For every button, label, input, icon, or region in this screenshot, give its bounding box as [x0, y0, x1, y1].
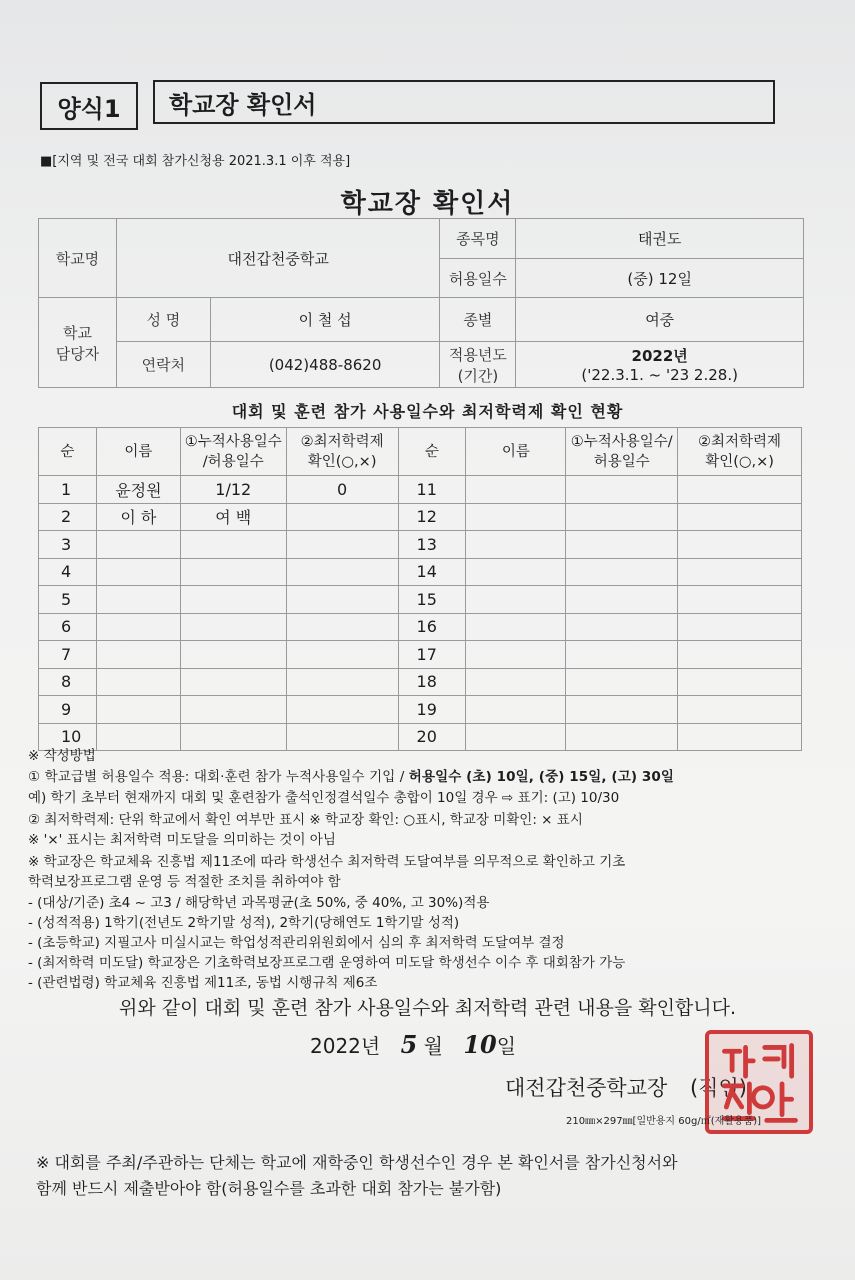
- row-days-right: [566, 696, 678, 724]
- contact-person-label: [39, 298, 117, 388]
- row-days-left: [180, 641, 286, 669]
- allowed-days-label: 허용일수: [440, 259, 516, 298]
- row-days-left: [180, 723, 286, 751]
- main-title: 학교장 확인서: [340, 189, 515, 219]
- date-month-unit: 월: [423, 1034, 443, 1058]
- status-section-title: 대회 및 훈련 참가 사용일수와 최저학력제 확인 현황: [231, 402, 624, 421]
- row-name-right: [466, 668, 566, 696]
- name-label: 성 명: [116, 298, 210, 342]
- row-check-right: [678, 503, 802, 531]
- row-no-left: 5: [39, 586, 97, 614]
- school-name-label: 학교명: [39, 219, 117, 298]
- row-no-right: 15: [398, 586, 466, 614]
- confirmation-date: [310, 1030, 516, 1059]
- instruction-line-8: - (성적적용) 1학기(전년도 2학기말 성적), 2학기(당해연도 1학기말 성적): [28, 915, 460, 931]
- row-no-right: 11: [398, 476, 466, 504]
- date-day: 10: [463, 1030, 497, 1059]
- type-value: 여중: [516, 298, 804, 342]
- instruction-line-5: ※ 학교장은 학교체육 진흥법 제11조에 따라 학생선수 최저학력 도달여부를 의무적으로 확인하고 기초: [28, 854, 626, 870]
- row-name-right: [466, 531, 566, 559]
- row-no-left: 8: [39, 668, 97, 696]
- date-month: 5: [400, 1030, 418, 1059]
- table-row: [39, 503, 802, 531]
- table-row: [39, 531, 802, 559]
- row-days-right: [566, 668, 678, 696]
- instruction-line-6: 학력보장프로그램 운영 등 적절한 조치를 취하여야 함: [28, 874, 341, 890]
- year-label-line1: 적용년도: [448, 345, 507, 364]
- col-days-right: [566, 428, 678, 476]
- row-no-right: 12: [398, 503, 466, 531]
- row-check-left: 0: [286, 476, 398, 504]
- col-days-line1: ①누적사용일수: [184, 433, 282, 450]
- col-name-right: 이름: [466, 428, 566, 476]
- row-no-left: 6: [39, 613, 97, 641]
- row-check-left: [286, 641, 398, 669]
- row-name-right: [466, 558, 566, 586]
- period: ('22.3.1. ~ '23 2.28.): [581, 366, 738, 384]
- table-row: [39, 641, 802, 669]
- row-days-left: [180, 586, 286, 614]
- status-table: [38, 427, 802, 751]
- row-days-right: [566, 476, 678, 504]
- col-check-right-line1: ②최저학력제: [698, 433, 782, 450]
- status-header-row: [39, 428, 802, 476]
- footer-line-1: ※ 대회를 주최/주관하는 단체는 학교에 재학중인 학생선수인 경우 본 확인서를 참가신청서와: [36, 1153, 678, 1172]
- name-value: 이 철 섭: [210, 298, 440, 342]
- phone-value: (042)488-8620: [210, 342, 440, 388]
- row-days-right: [566, 531, 678, 559]
- instruction-line-2: 예) 학기 초부터 현재까지 대회 및 훈련참가 출석인정결석일수 총합이 10일 경우 ⇨ 표기: (고) 10/30: [28, 790, 620, 806]
- row-days-right: [566, 586, 678, 614]
- row-check-left: [286, 723, 398, 751]
- row-name-left: [96, 586, 180, 614]
- row-name-left: [96, 668, 180, 696]
- applicability-note: ■[지역 및 전국 대회 참가신청용 2021.3.1 이후 적용]: [40, 154, 351, 169]
- table-row: [39, 476, 802, 504]
- row-check-left: [286, 696, 398, 724]
- instruction-line-7: - (대상/기준) 초4 ~ 고3 / 해당학년 과목평균(초 50%, 중 40%, 고 30%)적용: [28, 895, 490, 911]
- instruction-line-11: - (관련법령) 학교체육 진흥법 제11조, 동법 시행규칙 제6조: [28, 975, 378, 991]
- row-check-left: [286, 613, 398, 641]
- row-days-left: 여 백: [180, 503, 286, 531]
- date-day-unit: 일: [496, 1034, 517, 1058]
- row-check-right: [678, 668, 802, 696]
- row-name-right: [466, 476, 566, 504]
- row-name-left: [96, 641, 180, 669]
- col-days-right-line1: ①누적사용일수/: [570, 433, 673, 450]
- row-no-left: 9: [39, 696, 97, 724]
- instruction-line-1b: 허용일수 (초) 10일, (중) 15일, (고) 30일: [408, 769, 675, 785]
- row-name-right: [466, 586, 566, 614]
- row-no-left: 4: [39, 558, 97, 586]
- row-days-right: [566, 558, 678, 586]
- col-check-right-line2: 확인(○,×): [705, 453, 774, 470]
- year-label-line2: (기간): [457, 366, 499, 385]
- col-no-right: 순: [398, 428, 466, 476]
- status-body: [39, 476, 802, 751]
- row-days-left: [180, 531, 286, 559]
- paper-spec: 210㎜×297㎜[일반용지 60g/㎡(재활용품)]: [566, 1116, 762, 1127]
- form-label: 양식1: [57, 94, 121, 123]
- row-check-left: [286, 531, 398, 559]
- allowed-days-value: (중) 12일: [516, 259, 804, 298]
- year-label: [440, 342, 516, 388]
- row-name-right: [466, 613, 566, 641]
- row-name-left: [96, 558, 180, 586]
- row-no-right: 18: [398, 668, 466, 696]
- row-days-right: [566, 723, 678, 751]
- row-name-left: [96, 723, 180, 751]
- row-name-left: [96, 613, 180, 641]
- row-name-right: [466, 503, 566, 531]
- table-row: [39, 613, 802, 641]
- form-label-box: [40, 82, 138, 130]
- seal-note: (직인): [689, 1076, 747, 1100]
- col-check-left: [286, 428, 398, 476]
- row-check-right: [678, 558, 802, 586]
- col-name-left: 이름: [96, 428, 180, 476]
- footer-line-2: 함께 반드시 제출받아야 함(허용일수를 초과한 대회 참가는 불가함): [36, 1179, 502, 1198]
- row-check-right: [678, 531, 802, 559]
- row-check-right: [678, 613, 802, 641]
- row-days-right: [566, 503, 678, 531]
- instruction-line-3: ② 최저학력제: 단위 학교에서 확인 여부만 표시 ※ 학교장 확인: ○표시, 학교장 미확인: × 표시: [28, 812, 583, 828]
- row-name-left: 이 하: [96, 503, 180, 531]
- row-no-left: 2: [39, 503, 97, 531]
- contact-person-label-line1: 학교: [62, 323, 92, 342]
- table-row: [39, 668, 802, 696]
- table-row: [39, 558, 802, 586]
- row-name-right: [466, 641, 566, 669]
- col-no-left: 순: [39, 428, 97, 476]
- row-name-right: [466, 696, 566, 724]
- row-check-right: [678, 476, 802, 504]
- instruction-line-4: ※ '×' 표시는 최저학력 미도달을 의미하는 것이 아님: [28, 832, 336, 848]
- row-check-left: [286, 503, 398, 531]
- row-name-left: [96, 696, 180, 724]
- row-check-right: [678, 641, 802, 669]
- row-no-right: 19: [398, 696, 466, 724]
- row-check-right: [678, 723, 802, 751]
- row-check-left: [286, 558, 398, 586]
- row-no-left: 10: [39, 723, 97, 751]
- row-days-left: [180, 668, 286, 696]
- row-days-left: [180, 613, 286, 641]
- contact-person-label-line2: 담당자: [55, 344, 100, 363]
- form-title: 학교장 확인서: [169, 90, 317, 119]
- col-check-line1: ②최저학력제: [300, 433, 384, 450]
- instruction-line-1: [28, 767, 674, 788]
- row-check-right: [678, 586, 802, 614]
- row-name-left: [96, 531, 180, 559]
- confirmation-text: 위와 같이 대회 및 훈련 참가 사용일수와 최저학력 관련 내용을 확인합니다.: [118, 997, 737, 1019]
- col-days-line2: /허용일수: [202, 453, 264, 470]
- type-label: 종별: [440, 298, 516, 342]
- year: 2022년: [631, 347, 688, 365]
- instructions-heading: ※ 작성방법: [28, 748, 96, 764]
- event-value: 태권도: [516, 219, 804, 259]
- table-row: [39, 696, 802, 724]
- row-no-right: 16: [398, 613, 466, 641]
- row-name-right: [466, 723, 566, 751]
- col-check-right: [678, 428, 802, 476]
- col-check-line2: 확인(○,×): [307, 453, 377, 470]
- row-no-right: 20: [398, 723, 466, 751]
- row-days-left: 1/12: [180, 476, 286, 504]
- instruction-line-9: - (초등학교) 지필고사 미실시교는 학업성적관리위원회에서 심의 후 최저학력 도달여부 결정: [28, 935, 565, 951]
- school-info-table: [38, 218, 804, 388]
- row-no-left: 3: [39, 531, 97, 559]
- row-no-right: 14: [398, 558, 466, 586]
- row-name-left: 윤정원: [96, 476, 180, 504]
- row-check-left: [286, 668, 398, 696]
- row-days-left: [180, 696, 286, 724]
- event-label: 종목명: [440, 219, 516, 259]
- principal-name: 대전갑천중학교장: [505, 1076, 668, 1100]
- instruction-line-1a: ① 학교급별 허용일수 적용: 대회·훈련 참가 누적사용일수 기입 /: [28, 769, 409, 785]
- row-no-left: 1: [39, 476, 97, 504]
- date-year: 2022년: [310, 1034, 381, 1058]
- form-title-box: [153, 80, 775, 124]
- table-row: [39, 723, 802, 751]
- row-days-right: [566, 613, 678, 641]
- table-row: [39, 586, 802, 614]
- col-days-right-line2: 허용일수: [593, 453, 650, 470]
- phone-label: 연락처: [116, 342, 210, 388]
- row-no-left: 7: [39, 641, 97, 669]
- row-no-right: 17: [398, 641, 466, 669]
- col-days-left: [180, 428, 286, 476]
- row-no-right: 13: [398, 531, 466, 559]
- row-days-left: [180, 558, 286, 586]
- row-days-right: [566, 641, 678, 669]
- row-check-right: [678, 696, 802, 724]
- year-value: [516, 342, 804, 388]
- instruction-line-10: - (최저학력 미도달) 학교장은 기초학력보장프로그램 운영하여 미도달 학생선수 이수 후 대회참가 가능: [28, 955, 626, 971]
- school-name-value: 대전갑천중학교: [116, 219, 440, 298]
- row-check-left: [286, 586, 398, 614]
